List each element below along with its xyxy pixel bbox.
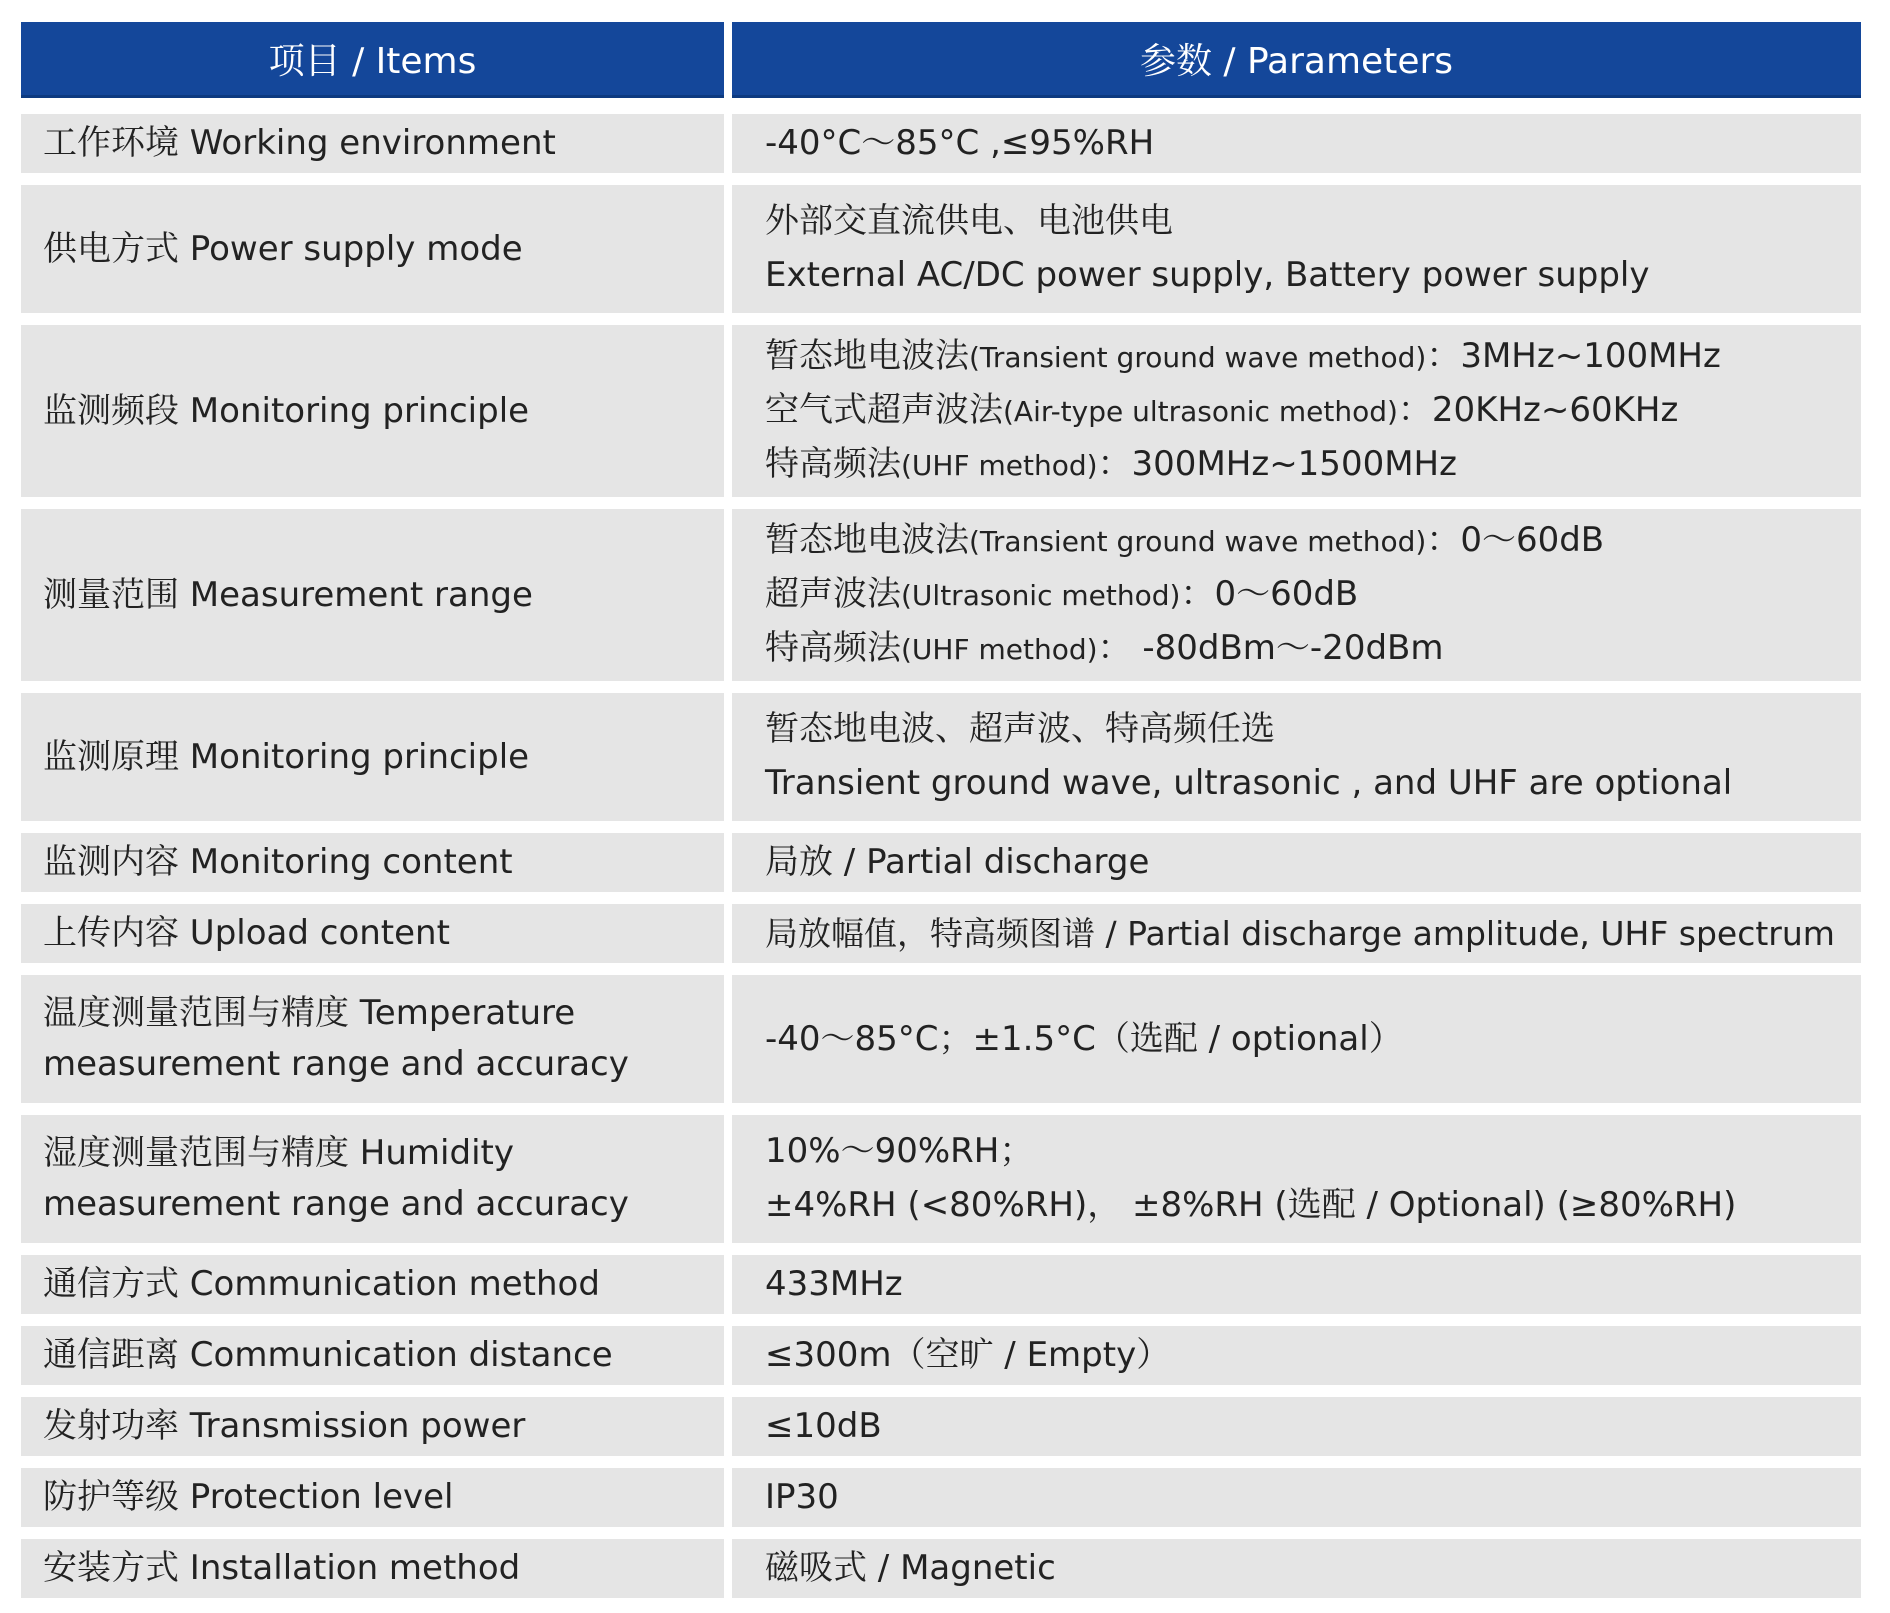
param-cell — [732, 325, 1861, 497]
method-en: (UHF method) — [901, 448, 1098, 482]
param-cell — [732, 1255, 1861, 1314]
param-value: ≤300m（空旷 / Empty） — [765, 1335, 1171, 1376]
param-value-en: Transient ground wave, ultrasonic , and UHF are optional — [765, 763, 1733, 803]
table-row-monitoring-content — [21, 833, 1861, 892]
param-line-tev — [765, 330, 1855, 384]
param-value: IP30 — [765, 1477, 839, 1518]
param-cell — [732, 1397, 1861, 1456]
table-row-communication-method — [21, 1255, 1861, 1314]
item-cell — [21, 1397, 724, 1456]
table-row-measurement-range — [21, 509, 1861, 681]
item-label: 通信距离 Communication distance — [43, 1335, 613, 1376]
param-cell — [732, 114, 1861, 173]
item-cell — [21, 1115, 724, 1243]
table-header-row — [21, 22, 1861, 98]
param-line-ultrasonic — [765, 384, 1855, 438]
table-row-power-supply-mode — [21, 185, 1861, 313]
item-cell — [21, 114, 724, 173]
item-label: 上传内容 Upload content — [43, 913, 450, 954]
param-value: ≤10dB — [765, 1406, 882, 1447]
method-value: ：0～60dB — [1426, 520, 1605, 561]
item-label: 通信方式 Communication method — [43, 1264, 600, 1305]
item-label: 监测频段 Monitoring principle — [43, 390, 530, 431]
item-label-line2: measurement range and accuracy — [43, 1044, 629, 1084]
item-cell — [21, 185, 724, 313]
param-value: -40°C～85°C ,≤95%RH — [765, 123, 1155, 164]
param-cell — [732, 1468, 1861, 1527]
param-cell — [732, 1539, 1861, 1598]
param-value-range: 10%～90%RH； — [765, 1131, 1034, 1172]
item-cell — [21, 693, 724, 821]
param-cell — [732, 833, 1861, 892]
method-cn: 暂态地电波法 — [765, 336, 969, 377]
table-row-communication-distance — [21, 1326, 1861, 1385]
param-value: -40～85°C；±1.5°C（选配 / optional） — [765, 1018, 1403, 1059]
method-en: (UHF method) — [901, 632, 1098, 666]
item-label: 供电方式 Power supply mode — [43, 228, 523, 269]
param-value: 磁吸式 / Magnetic — [765, 1548, 1056, 1589]
param-cell — [732, 975, 1861, 1103]
item-cell — [21, 509, 724, 681]
param-line-ultrasonic — [765, 568, 1855, 622]
table-row-working-environment — [21, 114, 1861, 173]
item-cell — [21, 1539, 724, 1598]
method-cn: 空气式超声波法 — [765, 390, 1003, 431]
table-row-transmission-power — [21, 1397, 1861, 1456]
item-label-line1: 温度测量范围与精度 Temperature — [43, 993, 576, 1033]
method-en: (Ultrasonic method) — [901, 579, 1181, 613]
table-row-upload-content — [21, 904, 1861, 963]
param-cell — [732, 904, 1861, 963]
item-label: 防护等级 Protection level — [43, 1477, 454, 1518]
item-cell — [21, 833, 724, 892]
param-line-uhf — [765, 622, 1855, 676]
method-value: ：0～60dB — [1180, 574, 1359, 615]
param-value: 局放幅值，特高频图谱 / Partial discharge amplitude, UHF spectrum — [765, 913, 1835, 953]
param-value-cn: 暂态地电波、超声波、特高频任选 — [765, 709, 1275, 750]
item-label: 安装方式 Installation method — [43, 1548, 521, 1589]
item-label-line1: 湿度测量范围与精度 Humidity — [43, 1133, 514, 1173]
table-row-temperature — [21, 975, 1861, 1103]
method-en: (Transient ground wave method) — [969, 525, 1427, 559]
item-label: 测量范围 Measurement range — [43, 574, 533, 615]
method-cn: 暂态地电波法 — [765, 520, 969, 561]
table-row-monitoring-band — [21, 325, 1861, 497]
param-value-accuracy: ±4%RH (<80%RH)， ±8%RH (选配 / Optional) (≥80%RH) — [765, 1185, 1737, 1225]
method-cn: 超声波法 — [765, 574, 901, 615]
item-label: 工作环境 Working environment — [43, 123, 556, 164]
table-row-installation-method — [21, 1539, 1861, 1598]
item-cell — [21, 1326, 724, 1385]
method-value: ：20KHz~60KHz — [1397, 390, 1679, 431]
method-en: (Transient ground wave method) — [969, 341, 1427, 375]
method-value: ：300MHz~1500MHz — [1097, 443, 1457, 484]
param-cell — [732, 693, 1861, 821]
param-value-en: External AC/DC power supply, Battery power supply — [765, 255, 1650, 295]
param-cell — [732, 1326, 1861, 1385]
param-value-cn: 外部交直流供电、电池供电 — [765, 201, 1173, 242]
item-label-line2: measurement range and accuracy — [43, 1184, 629, 1224]
item-cell — [21, 904, 724, 963]
header-items: 项目 / Items — [21, 22, 724, 98]
param-cell — [732, 509, 1861, 681]
table-row-monitoring-principle — [21, 693, 1861, 821]
method-cn: 特高频法 — [765, 627, 901, 668]
param-line-tev — [765, 514, 1855, 568]
method-value: ：3MHz~100MHz — [1426, 336, 1721, 377]
item-cell — [21, 1255, 724, 1314]
spec-table — [21, 22, 1861, 1610]
item-label: 监测内容 Monitoring content — [43, 842, 513, 883]
item-label: 监测原理 Monitoring principle — [43, 736, 530, 777]
header-parameters: 参数 / Parameters — [732, 22, 1861, 98]
method-value: ： -80dBm～-20dBm — [1097, 627, 1444, 668]
item-cell — [21, 325, 724, 497]
method-cn: 特高频法 — [765, 443, 901, 484]
param-cell — [732, 185, 1861, 313]
param-cell — [732, 1115, 1861, 1243]
param-value: 局放 / Partial discharge — [765, 842, 1150, 883]
param-value: 433MHz — [765, 1264, 903, 1305]
item-cell — [21, 1468, 724, 1527]
table-row-humidity — [21, 1115, 1861, 1243]
table-row-protection-level — [21, 1468, 1861, 1527]
item-label: 发射功率 Transmission power — [43, 1406, 526, 1447]
param-line-uhf — [765, 438, 1855, 492]
item-cell — [21, 975, 724, 1103]
method-en: (Air-type ultrasonic method) — [1003, 395, 1398, 429]
